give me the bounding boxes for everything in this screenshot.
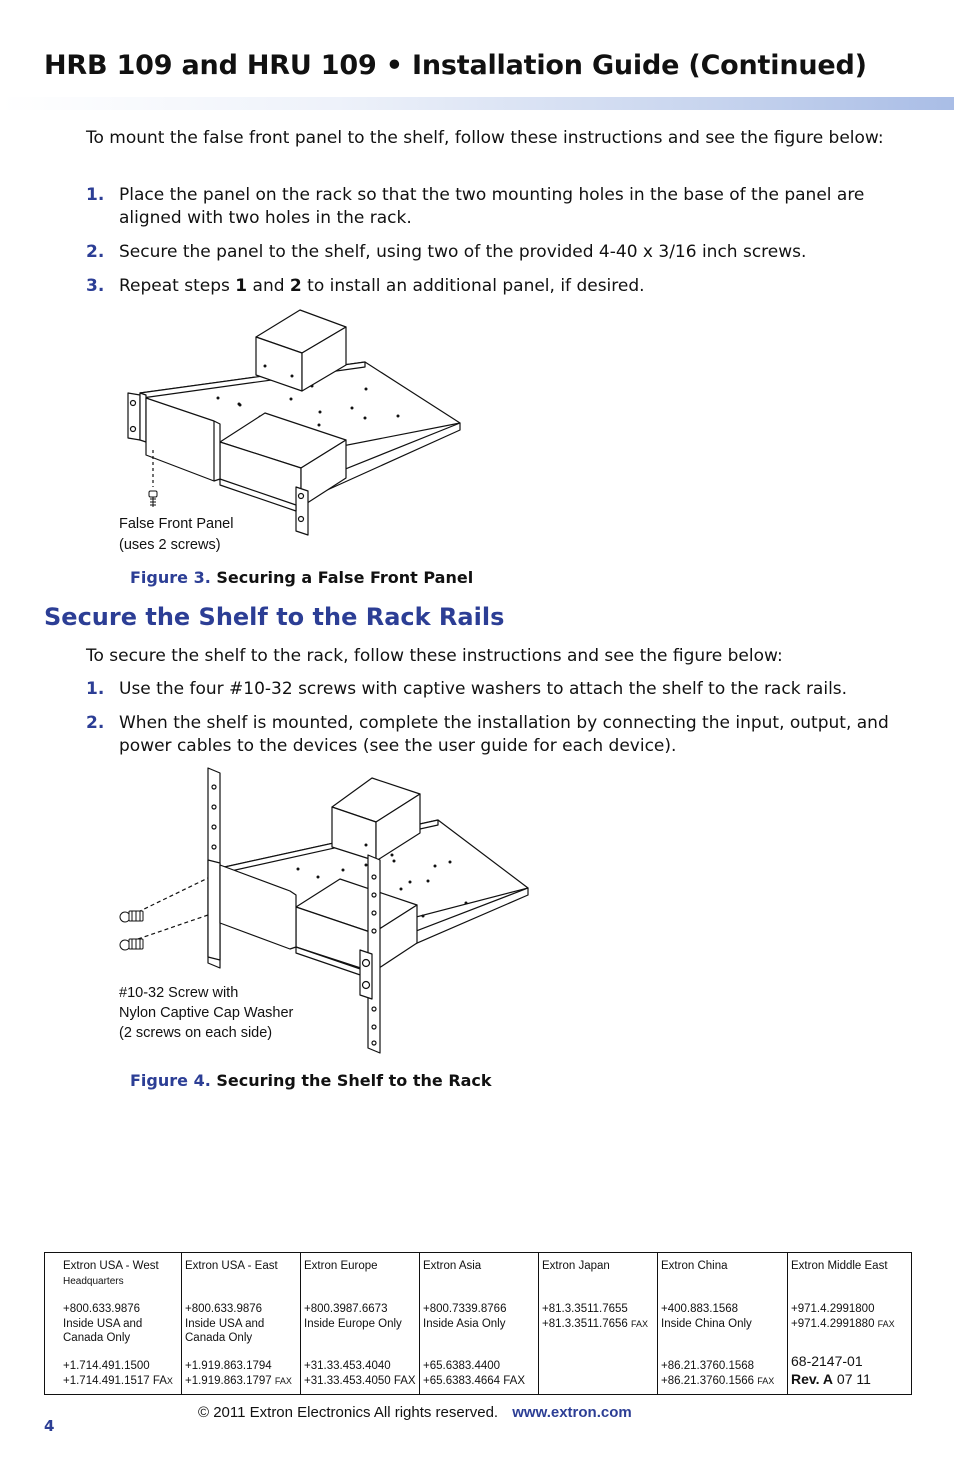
title-band	[0, 97, 954, 110]
section-heading: Secure the Shelf to the Rack Rails	[44, 603, 505, 631]
figure4-callout-line3: (2 screws on each side)	[119, 1025, 273, 1041]
figure4-caption	[130, 1071, 492, 1090]
contact-table	[44, 1252, 912, 1395]
step-text: Secure the panel to the shelf, using two of the provided 4-40 x 3/16 inch screws.	[119, 242, 807, 262]
contact-cell-china: Extron China +400.883.1568 Inside China Only +86.21.3760.1568 +86.21.3760.1566 FAX	[658, 1253, 788, 1395]
figure-number: Figure 3.	[130, 568, 211, 587]
page-number: 4	[44, 1417, 55, 1435]
step-text: Use the four #10-32 screws with captive washers to attach the shelf to the rack rails.	[119, 679, 848, 699]
section2-intro: To secure the shelf to the rack, follow these instructions and see the figure below:	[86, 646, 783, 666]
step-number: 1.	[86, 679, 105, 699]
section1-intro: To mount the false front panel to the shelf, follow these instructions and see the figure below:	[86, 128, 884, 148]
revision: Rev. A 07 11	[791, 1371, 871, 1387]
step-text: Place the panel on the rack so that the two mounting holes in the base of the panel are aligned with two holes in the rack.	[119, 185, 865, 228]
figure4-callout-line2: Nylon Captive Cap Washer	[119, 1005, 294, 1021]
copyright: © 2011 Extron Electronics All rights reserved.	[198, 1404, 499, 1421]
contact-cell-asia: Extron Asia +800.7339.8766 Inside Asia Only +65.6383.4400 +65.6383.4664 FAX	[420, 1253, 539, 1395]
figure-title: Securing a False Front Panel	[216, 568, 474, 587]
website-link[interactable]: www.extron.com	[512, 1404, 632, 1421]
figure-title: Securing the Shelf to the Rack	[216, 1071, 492, 1090]
step-number: 2.	[86, 242, 105, 262]
figure-number: Figure 4.	[130, 1071, 211, 1090]
figure3-callout-line1: False Front Panel	[119, 516, 234, 532]
step-number: 2.	[86, 713, 105, 733]
figure4-callout-line1: #10-32 Screw with	[119, 985, 239, 1001]
footer	[198, 1404, 632, 1421]
step-text: Repeat steps 1 and 2 to install an additional panel, if desired.	[119, 276, 645, 296]
contact-cell-japan: Extron Japan +81.3.3511.7655 +81.3.3511.7656 FAX	[539, 1253, 658, 1395]
contact-cell-europe: Extron Europe +800.3987.6673 Inside Europe Only +31.33.453.4040 +31.33.453.4050 FAX	[301, 1253, 420, 1395]
contact-cell-usa-west: Extron USA - West Headquarters +800.633.9876 Inside USA and Canada Only +1.714.491.1500 +1.714.491.1517 FAX	[63, 1260, 173, 1387]
figure3-caption	[130, 568, 473, 587]
step-number: 3.	[86, 276, 105, 296]
figure3-callout-line2: (uses 2 screws)	[119, 537, 221, 553]
contact-cell-usa-east: Extron USA - East +800.633.9876 Inside USA and Canada Only +1.919.863.1794 +1.919.863.1797 FAX	[182, 1253, 301, 1395]
contact-cell-middle-east: Extron Middle East +971.4.2991800 +971.4.2991880 FAX 68-2147-01 Rev. A 07 11	[788, 1253, 912, 1395]
page-title: HRB 109 and HRU 109 • Installation Guide (Continued)	[44, 50, 867, 81]
step-number: 1.	[86, 185, 105, 205]
step-text: When the shelf is mounted, complete the installation by connecting the input, output, and power cables to the devices (see the user guide for each device).	[119, 713, 889, 756]
part-number: 68-2147-01	[791, 1353, 863, 1369]
false-front-panel-illustration	[120, 305, 470, 540]
